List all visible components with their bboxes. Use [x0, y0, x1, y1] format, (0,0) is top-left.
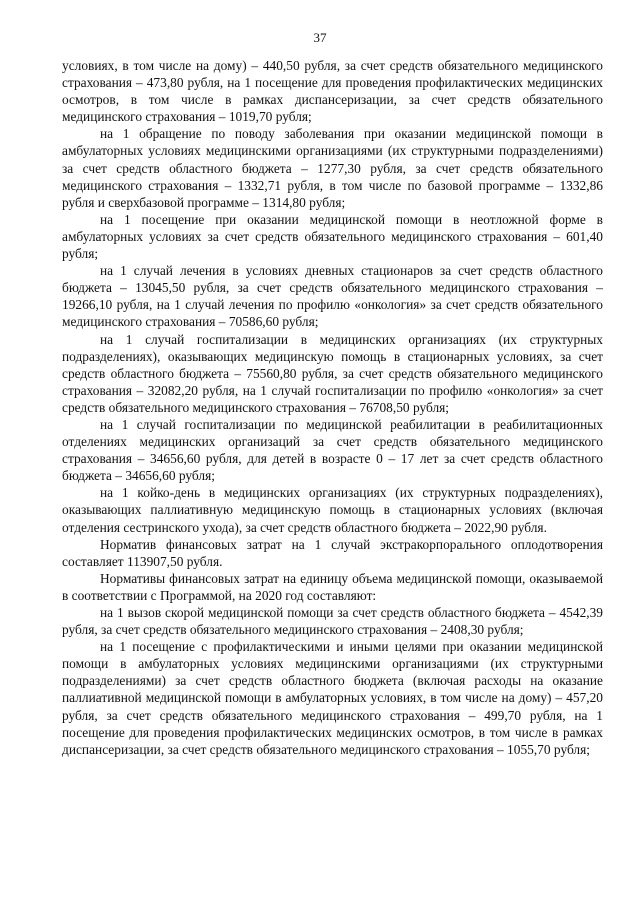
paragraph-day-hospital-cost: на 1 случай лечения в условиях дневных стационаров за счет средств областного бюджета – 13045,50 рубля, за счет средств обязательного медицинского страхования – 19266,10 рубля, на 1 случай лечения по профилю «онкология» за счет средств обязательного медицинского страхования – 70586,60 рубля;	[62, 263, 603, 330]
document-body	[62, 57, 603, 758]
paragraph-rehabilitation-cost: на 1 случай госпитализации по медицинской реабилитации в реабилитационных отделениях медицинских организаций за счет средств обязательного медицинского страхования – 34656,60 рубля, для детей в возрасте 0 – 17 лет за счет средств областного бюджета – 34656,60 рубля;	[62, 416, 603, 484]
paragraph-appeal-cost: на 1 обращение по поводу заболевания при оказании медицинской помощи в амбулаторных условиях медицинскими организациями (их структурными подразделениями) за счет средств областного бюджета – 1277,30 рубля, за счет средств обязательного медицинского страхования – 1332,71 рубля, в том числе по базовой программе – 1332,86 рубля и сверхбазовой программе – 1314,80 рубля;	[62, 126, 603, 210]
paragraph-ambulance-call-cost: на 1 вызов скорой медицинской помощи за счет средств областного бюджета – 4542,39 рубля, за счет средств обязательного медицинского страхования – 2408,30 рубля;	[62, 605, 603, 638]
page-number: 37	[313, 30, 327, 45]
paragraph-urgent-visit-cost: на 1 посещение при оказании медицинской помощи в неотложной форме в амбулаторных условиях за счет средств обязательного медицинского страхования – 601,40 рубля;	[62, 211, 603, 262]
paragraph-palliative-bed-day-cost: на 1 койко-день в медицинских организациях (их структурных подразделениях), оказывающих паллиативную медицинскую помощь в стационарных условиях (включая отделения сестринского ухода), за счет средств областного бюджета – 2022,90 рубля.	[62, 485, 603, 535]
paragraph-hospitalization-cost: на 1 случай госпитализации в медицинских организациях (их структурных подразделениях), оказывающих медицинскую помощь в стационарных условиях, за счет средств областного бюджета – 75560,80 рубля, за счет средств обязательного медицинского страхования – 32082,20 рубля, на 1 случай госпитализации по профилю «онкология» за счет средств обязательного медицинского страхования – 76708,50 рубля;	[62, 331, 603, 415]
paragraph-continuation: условиях, в том числе на дому) – 440,50 рубля, за счет средств обязательного медицинского страхования – 473,80 рубля, на 1 посещение для проведения профилактических медицинских осмотров, в том числе в рамках диспансеризации, за счет средств обязательного медицинского страхования – 1019,70 рубля;	[62, 58, 603, 125]
paragraph-preventive-visit-cost: на 1 посещение с профилактическими и иными целями при оказании медицинской помощи в амбулаторных условиях медицинскими организациями (их структурными подразделениями) за счет средств областного бюджета (включая расходы на оказание паллиативной медицинской помощи в амбулаторных условиях, в том числе на дому) – 457,20 рубля, за счет средств обязательного медицинского страхования – 499,70 рубля, на 1 посещение для проведения профилактических медицинских осмотров, в том числе в рамках диспансеризации, за счет средств обязательного медицинского страхования – 1055,70 рубля;	[62, 639, 603, 757]
paragraph-2020-intro: Нормативы финансовых затрат на единицу объема медицинской помощи, оказываемой в соответствии с Программой, на 2020 год составляют:	[62, 570, 603, 603]
paragraph-ivf-cost: Норматив финансовых затрат на 1 случай экстракорпорального оплодотворения составляет 113907,50 рубля.	[62, 536, 603, 569]
